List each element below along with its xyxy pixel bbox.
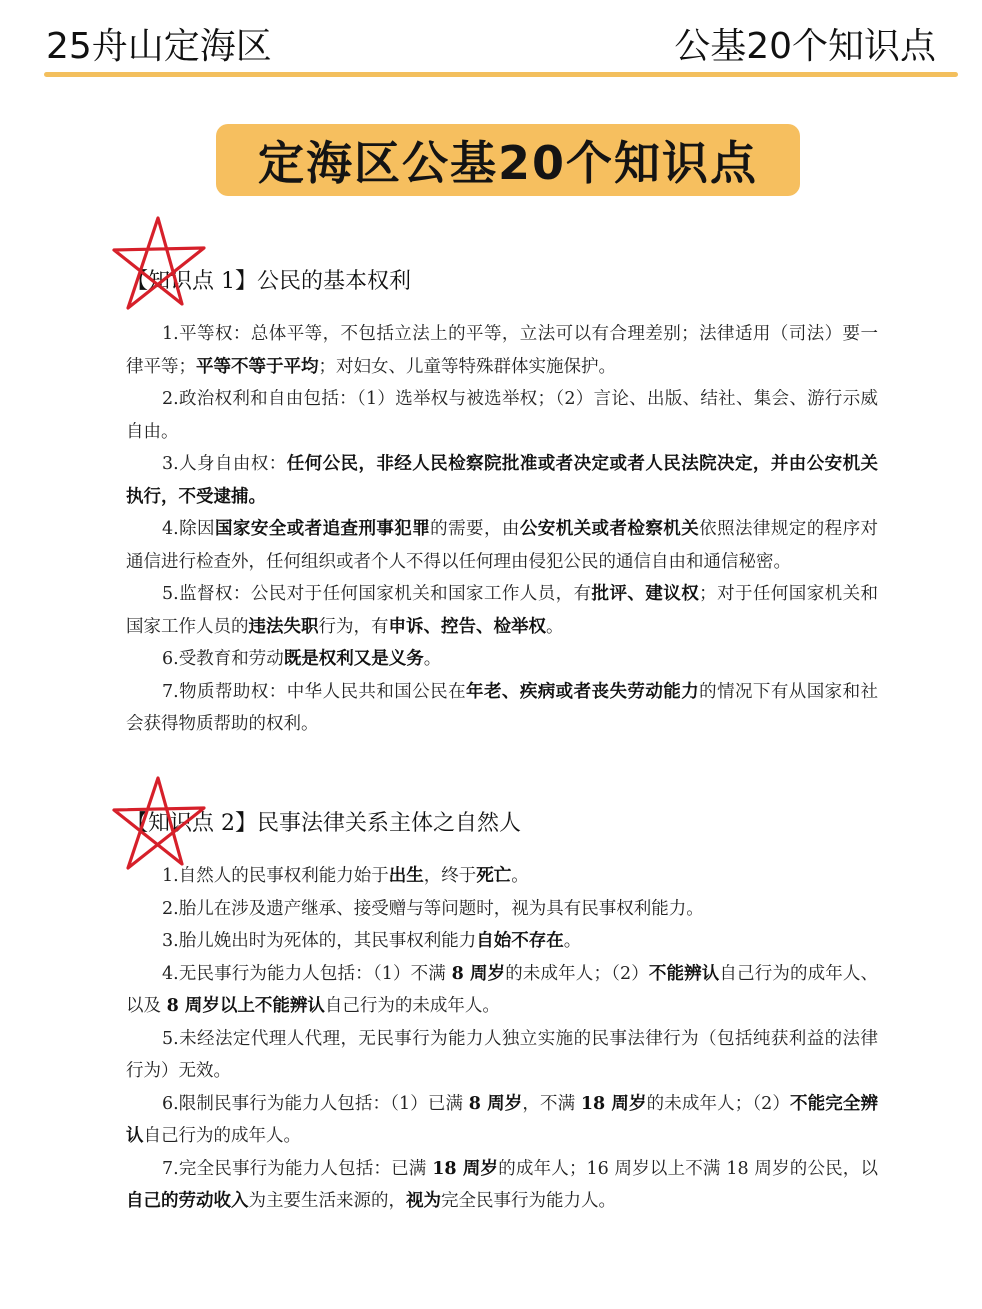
body-text: ；对妇女、儿童等特殊群体实施保护。 — [318, 356, 616, 377]
body-text: 2.胎儿在涉及遗产继承、接受赠与等问题时，视为具有民事权利能力。 — [162, 898, 704, 919]
body-text: 2.政治权利和自由包括：（1）选举权与被选举权；（2）言论、出版、结社、集会、游行示威自由。 — [126, 389, 878, 442]
emphasis-text: 自始不存在 — [476, 931, 564, 951]
body-text: 的成年人；16 周岁以上不满 18 周岁的公民，以 — [498, 1158, 878, 1179]
emphasis-text: 申诉、控告、检举权 — [388, 616, 546, 637]
emphasis-text: 视为 — [406, 1191, 441, 1211]
red-star-icon — [106, 774, 211, 874]
body-text: 自己行为的成年人、以及 — [126, 963, 879, 1016]
emphasis-text: 国家安全或者追查刑事犯罪 — [215, 519, 431, 539]
emphasis-text: 出生 — [388, 866, 424, 886]
knowledge-paragraph — [126, 676, 878, 741]
section-heading-number: 1】 — [214, 269, 258, 294]
body-text: 6.限制民事行为能力人包括：（1）已满 — [162, 1093, 469, 1114]
body-text: 3.人身自由权： — [162, 454, 287, 474]
page-header — [0, 0, 982, 80]
body-text: 5.监督权：公民对于任何国家机关和国家工作人员，有 — [162, 584, 592, 604]
knowledge-paragraph — [126, 448, 878, 513]
emphasis-text: 任何公民，非经人民检察院批准或者决定或者人民法院决定，并由公安机关执行，不受逮捕。 — [126, 454, 878, 507]
body-text: 依照法律规定的程序对通信进行检查外，任何组织或者个人不得以任何理由侵犯公民的通信自由和通信秘密。 — [126, 519, 879, 572]
body-text: 。 — [563, 931, 582, 951]
body-text: ，终于 — [423, 866, 477, 886]
emphasis-text: 不能完全辨认 — [126, 1093, 878, 1146]
body-text: 1.平等权：总体平等，不包括立法上的平等，立法可以有合理差别；法律适用（司法）要一律平等； — [126, 324, 878, 377]
emphasis-text: 公安机关或者检察机关 — [519, 519, 700, 539]
body-text: 。 — [423, 649, 442, 669]
header-location: 25舟山定海区 — [46, 26, 272, 67]
body-text: 3.胎儿娩出时为死体的，其民事权利能力 — [162, 931, 477, 951]
body-text: 7.完全民事行为能力人包括：已满 — [162, 1158, 433, 1179]
body-text: 自己行为的成年人。 — [143, 1126, 301, 1146]
body-text: 6.受教育和劳动 — [162, 649, 284, 669]
body-text: 。 — [546, 616, 564, 637]
section-heading-open: 【知识点 — [126, 269, 215, 294]
header-topic: 公基20个知识点 — [674, 26, 936, 67]
title-banner — [216, 124, 800, 196]
emphasis-text: 自己的劳动收入 — [126, 1191, 249, 1211]
knowledge-paragraph — [126, 893, 878, 926]
body-text: 5.未经法定代理人代理，无民事行为能力人独立实施的民事法律行为（包括纯获利益的法律行为）无效。 — [126, 1028, 878, 1081]
emphasis-text: 8 周岁 — [468, 1093, 523, 1114]
body-text: 的未成年人；（2） — [505, 963, 649, 984]
knowledge-paragraph — [126, 925, 878, 958]
knowledge-paragraph — [126, 383, 878, 448]
emphasis-text: 批评、建议权 — [591, 584, 700, 604]
emphasis-text: 平等不等于平均 — [196, 356, 319, 377]
knowledge-paragraph — [126, 513, 878, 578]
knowledge-paragraph — [126, 318, 878, 383]
emphasis-text: 违法失职 — [248, 616, 319, 637]
page-title: 定海区公基20个知识点 — [257, 136, 758, 190]
body-text: ，不满 — [522, 1093, 581, 1114]
body-text: 1.自然人的民事权利能力始于 — [162, 866, 389, 886]
body-text: 。 — [511, 866, 529, 886]
section-heading-title: 民事法律关系主体之自然人 — [257, 811, 522, 836]
knowledge-paragraph — [126, 1088, 878, 1153]
body-text: 完全民事行为能力人。 — [441, 1191, 616, 1211]
body-text: 的情况下有从国家和社会获得物质帮助的权利。 — [126, 681, 879, 734]
body-text: 自己行为的未成年人。 — [324, 996, 500, 1016]
section-heading-title: 公民的基本权利 — [257, 269, 412, 294]
body-text: 的需要，由 — [430, 519, 520, 539]
knowledge-paragraph — [126, 578, 878, 643]
section-body-2 — [126, 860, 878, 1218]
knowledge-paragraph — [126, 1153, 878, 1218]
emphasis-text: 死亡 — [476, 866, 512, 886]
emphasis-text: 18 周岁 — [432, 1158, 499, 1179]
emphasis-text: 8 周岁以上不能辨认 — [166, 996, 325, 1016]
emphasis-text: 不能辨认 — [648, 963, 720, 984]
header-divider — [44, 72, 958, 77]
knowledge-paragraph — [126, 643, 878, 676]
emphasis-text: 18 周岁 — [580, 1093, 647, 1114]
body-text: 4.除因 — [162, 519, 215, 539]
body-text: 7.物质帮助权：中华人民共和国公民在 — [162, 681, 467, 702]
red-star-icon — [106, 214, 211, 314]
body-text: 的未成年人；（2） — [646, 1093, 791, 1114]
emphasis-text: 既是权利又是义务 — [283, 649, 424, 669]
body-text: 4.无民事行为能力人包括：（1）不满 — [162, 963, 452, 984]
knowledge-paragraph — [126, 958, 878, 1023]
section-heading-number: 2】 — [214, 811, 258, 836]
body-text: 行为，有 — [318, 616, 389, 637]
emphasis-text: 8 周岁 — [451, 963, 506, 984]
knowledge-paragraph — [126, 860, 878, 893]
emphasis-text: 年老、疾病或者丧失劳动能力 — [466, 681, 700, 702]
section-heading-open: 【知识点 — [126, 811, 215, 836]
body-text: 为主要生活来源的， — [248, 1191, 406, 1211]
body-text: ；对于任何国家机关和国家工作人员的 — [126, 584, 879, 637]
knowledge-paragraph — [126, 1023, 878, 1088]
section-body-1 — [126, 318, 878, 741]
